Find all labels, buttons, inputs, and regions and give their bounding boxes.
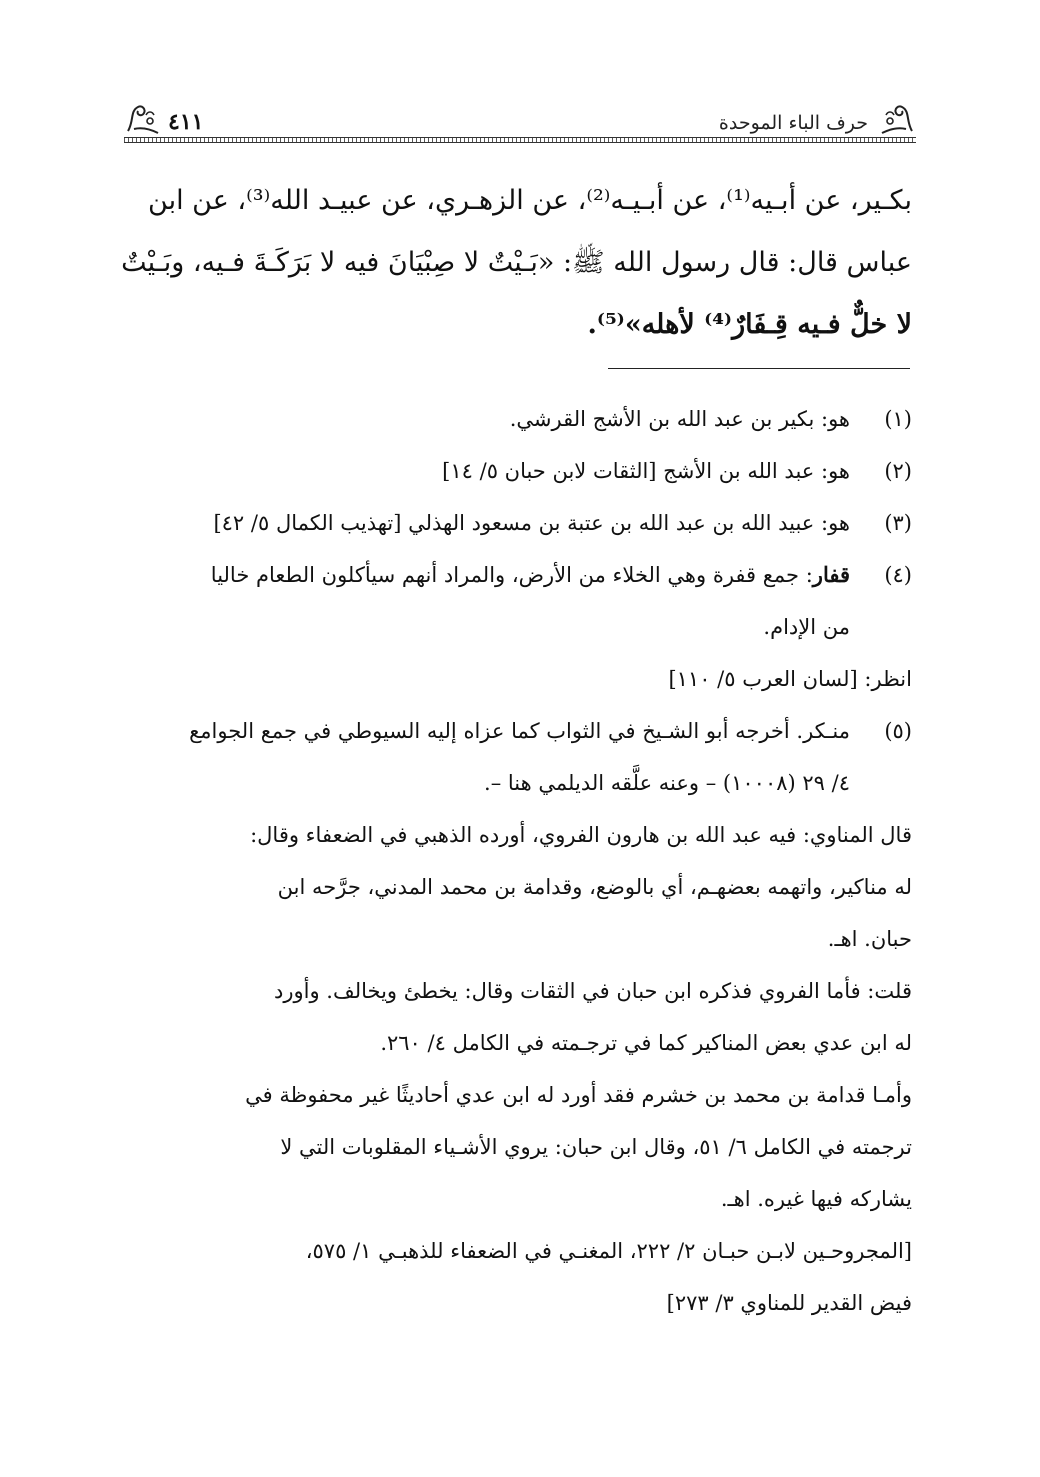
footnote-1 (128, 393, 912, 445)
header-ornament-right-icon (876, 103, 916, 135)
footnote-line: من الإدام. (763, 615, 850, 639)
footnote-line: ترجمته في الكامل ٦/ ٥١، وقال ابن حبان: يروي الأشـياء المقلوبات التي لا (280, 1135, 912, 1159)
footnote-separator (608, 368, 910, 369)
footnote-number: (٢) (884, 459, 912, 483)
page-number: ٤١١ (168, 109, 204, 135)
footnote-3 (128, 497, 912, 549)
footnote-line: هو: عبد الله بن الأشج [الثقات لابن حبان ٥/ ١٤] (442, 459, 850, 483)
footnote-line: ٤/ ٢٩ (١٠٠٠٨) – وعنه علَّقه الديلمي هنا –. (484, 771, 850, 795)
footnote-number: (١) (884, 407, 912, 431)
running-header (124, 103, 916, 147)
main-text-line: بكـير، عن أبـيه⁽¹⁾، عن أبـيـه⁽²⁾، عن الزهـري، عن عبيـد الله⁽³⁾، عن ابن (148, 185, 912, 216)
footnote-line: قلت: فأما الفروي فذكره ابن حبان في الثقات وقال: يخطئ ويخالف. وأورد (274, 979, 912, 1003)
main-text-line: عباس قال: قال رسول الله ﷺ: «بَـيْتٌ لا صِبْيَانَ فيه لا بَرَكَـةَ فـيه، وبَـيْتٌ (121, 247, 912, 278)
footnote-line (128, 549, 850, 601)
footnote-term: قفار (812, 562, 850, 587)
footnotes (128, 393, 912, 1329)
footnote-line: قال المناوي: فيه عبد الله بن هارون الفروي، أورده الذهبي في الضعفاء وقال: (250, 823, 912, 847)
footnote-number: (٥) (884, 719, 912, 743)
footnote-line: وأمـا قدامة بن محمد بن خشرم فقد أورد له ابن عدي أحاديثًا غير محفوظة في (245, 1083, 912, 1107)
footnote-2 (128, 445, 912, 497)
header-title: حرف الباء الموحدة (718, 112, 868, 134)
footnote-line: له مناكير، واتهمه بعضهـم، أي بالوضع، وقدامة بن محمد المدني، جرَّحه ابن (277, 875, 912, 899)
footnote-line: [المجروحـين لابـن حبـان ٢/ ٢٢٢، المغنـي في الضعفاء للذهبـي ١/ ٥٧٥، (305, 1239, 912, 1263)
footnote-line: له ابن عدي بعض المناكير كما في ترجـمته في الكامل ٤/ ٢٦٠. (380, 1031, 912, 1055)
footnote-number: (٣) (884, 511, 912, 535)
header-rule (124, 137, 916, 143)
footnote-line: هو: عبيد الله بن عبد الله بن عتبة بن مسعود الهذلي [تهذيب الكمال ٥/ ٤٢] (213, 511, 850, 535)
footnote-line: فيض القدير للمناوي ٣/ ٢٧٣] (666, 1291, 912, 1315)
header-ornament-left-icon (124, 103, 164, 135)
footnote-4 (128, 549, 912, 705)
footnote-number: (٤) (884, 563, 912, 587)
footnote-line: يشاركه فيها غيره. اهـ. (720, 1187, 912, 1211)
footnote-text: : جمع قفرة وهي الخلاء من الأرض، والمراد أنهم سيأكلون الطعام خاليا (210, 563, 813, 587)
main-text-line: لا خلٌّ فـيه قِـفَارٌ⁽⁴⁾ لأهله»⁽⁵⁾. (587, 309, 912, 340)
footnote-line: منـكر. أخرجه أبو الشـيخ في الثواب كما عزاه إليه السيوطي في جمع الجوامع (189, 719, 850, 743)
footnote-line: انظر: [لسان العرب ٥/ ١١٠] (668, 667, 912, 691)
main-text (121, 170, 912, 356)
footnote-line: هو: بكير بن عبد الله بن الأشج القرشي. (509, 407, 850, 431)
footnote-5 (128, 705, 912, 1329)
footnote-line: حبان. اهـ. (827, 927, 912, 951)
